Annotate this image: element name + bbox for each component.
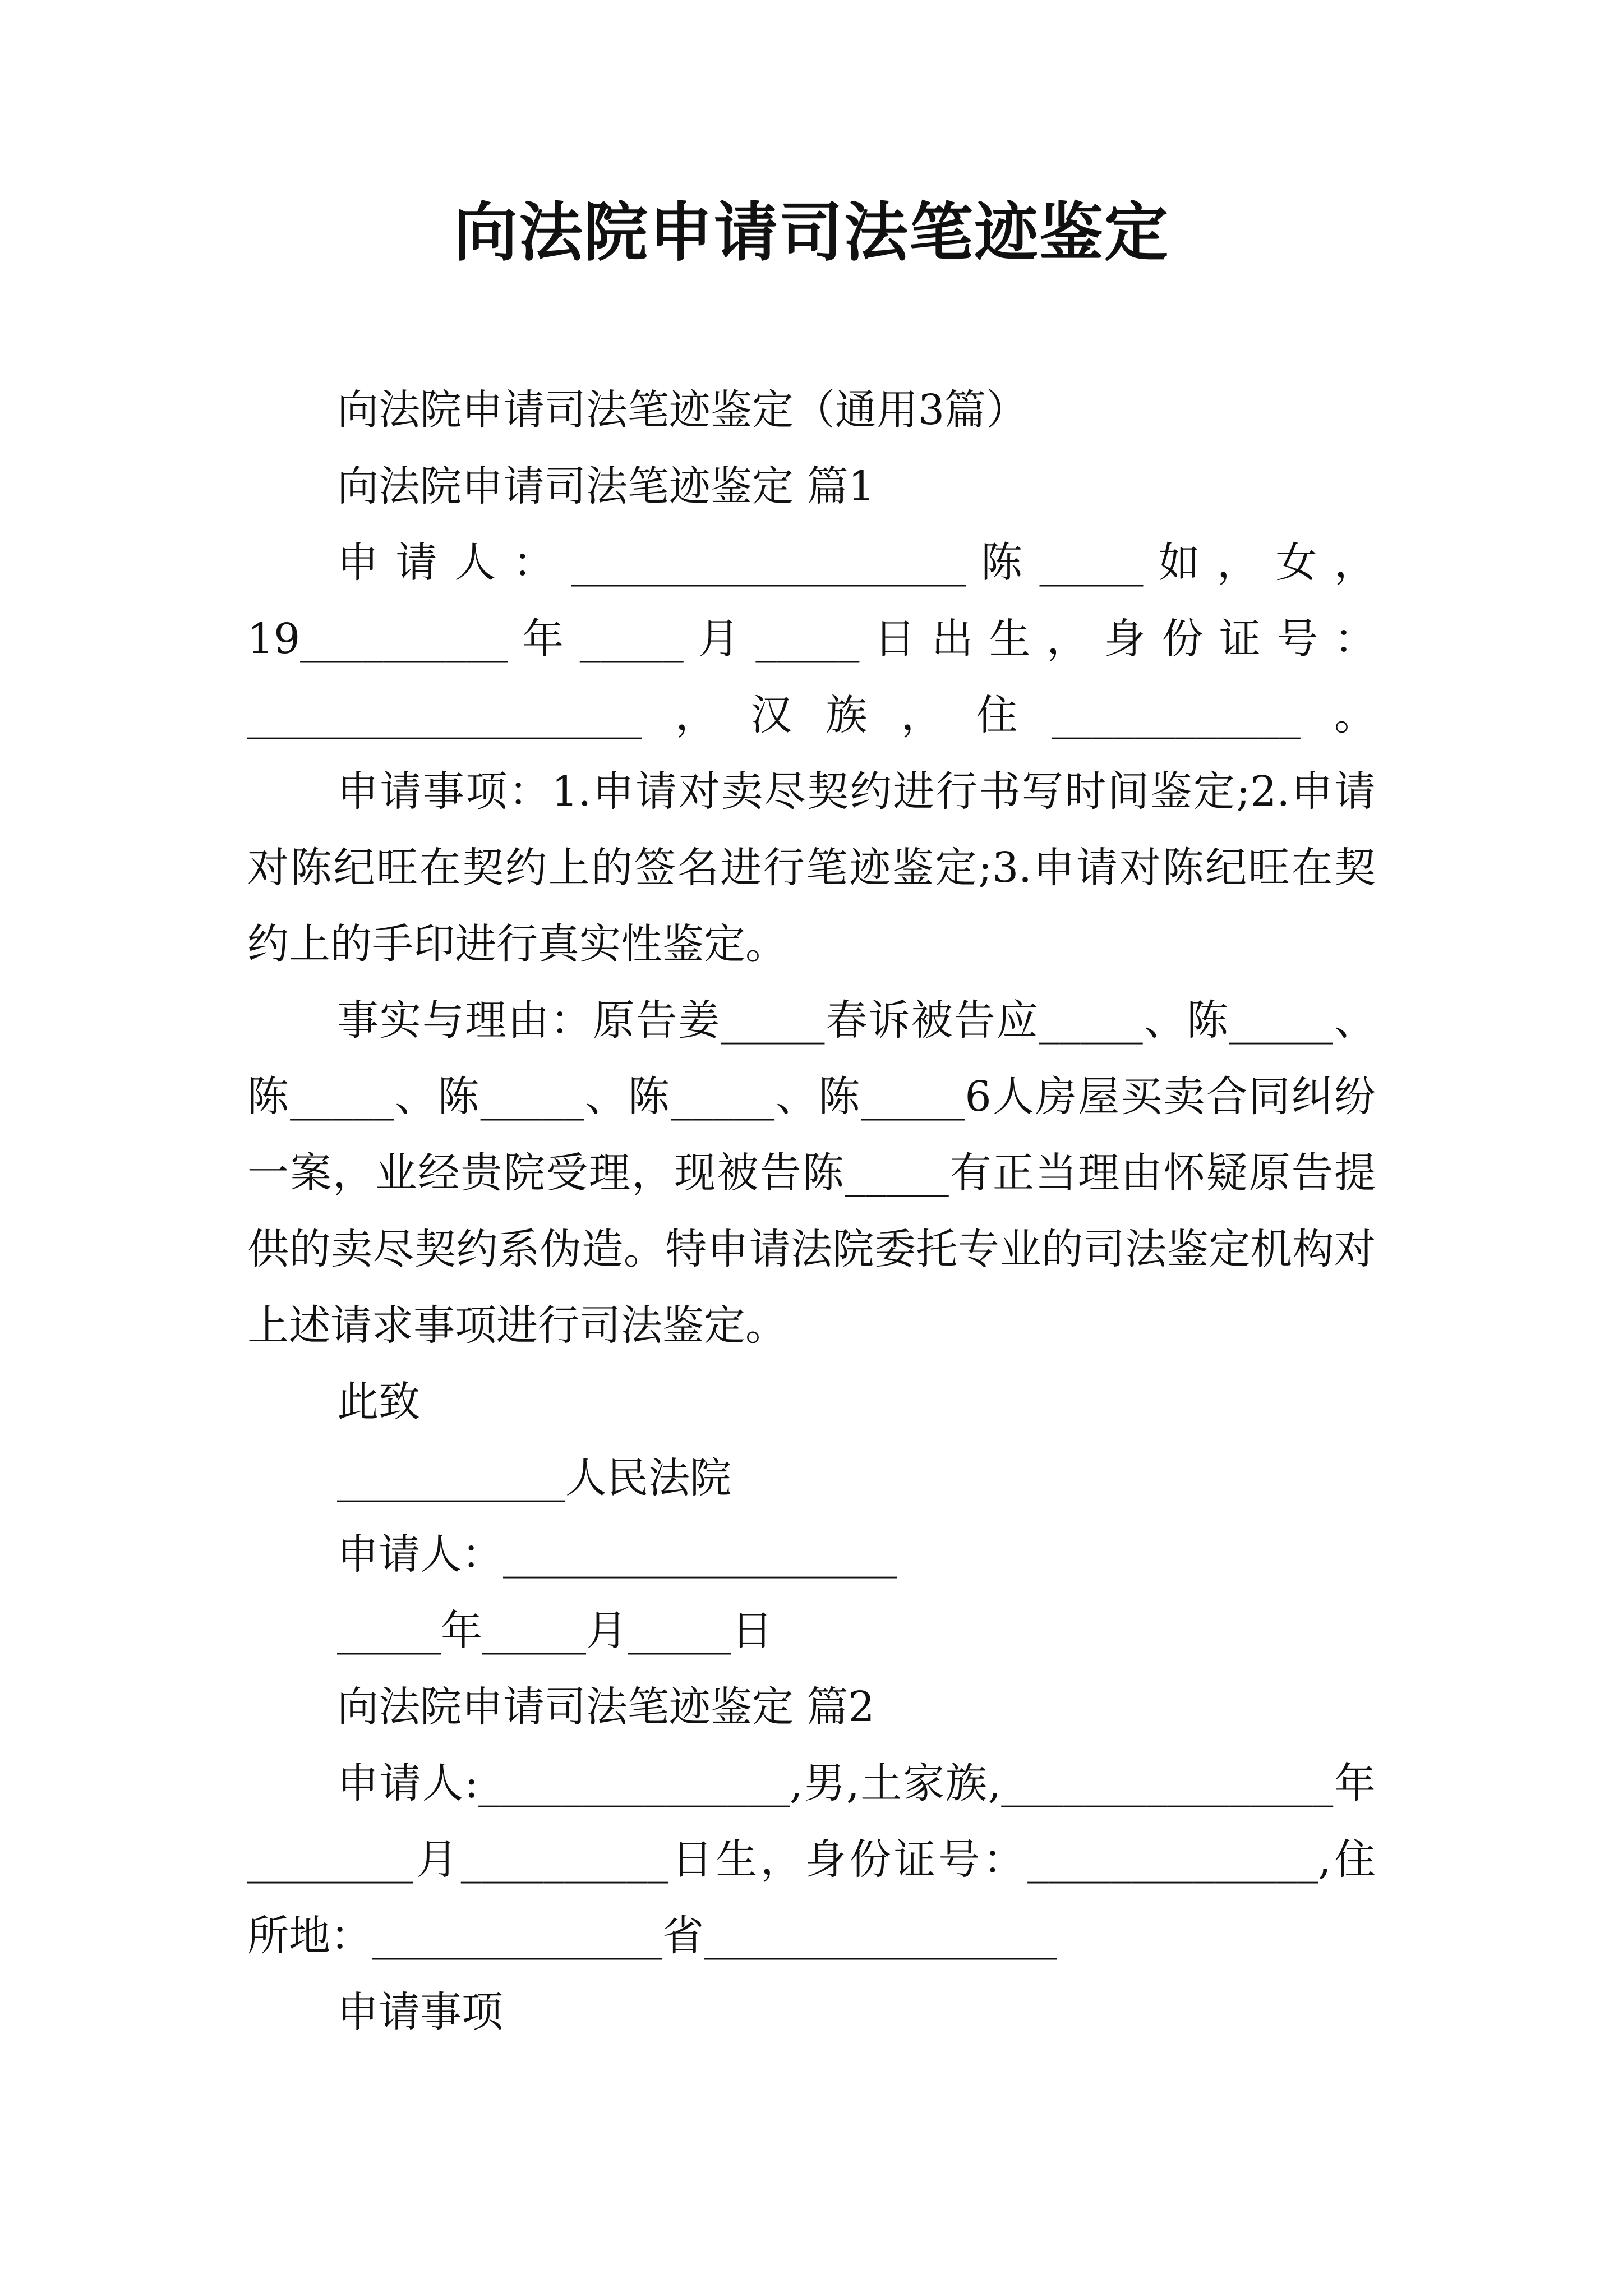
application-items-heading-2: 申请事项 [337,1988,503,2036]
date-line: _____年_____月_____日 [337,1607,773,1655]
applicant-info-paragraph: 申 请 人 ： ___________________ 陈 _____ 如 ， 女 ， 19__________ 年 _____ 月 _____ 日 出 生 ， 身 份 证 号 ： ___________________，汉族，住____________。 [247,539,1376,739]
salutation: 此致 [337,1378,420,1426]
document-body [247,372,1376,2050]
applicant-signature-line: 申请人：___________________ [337,1530,897,1579]
section-heading-2: 向法院申请司法笔迹鉴定 篇2 [337,1683,875,1731]
application-items-paragraph: 申请事项：1.申请对卖尽契约进行书写时间鉴定;2.申请对陈纪旺在契约上的签名进行笔迹鉴定;3.申请对陈纪旺在契约上的手印进行真实性鉴定。 [247,767,1376,968]
applicant-info-paragraph-2: 申请人:_______________,男,土家族,________________年________月__________日生，身份证号：______________,住所地：______________省_________________ [247,1759,1376,1960]
section-heading-1: 向法院申请司法笔迹鉴定 篇1 [337,462,875,510]
collection-heading: 向法院申请司法笔迹鉴定（通用3篇） [337,386,1028,434]
facts-reasons-paragraph: 事实与理由：原告姜_____春诉被告应_____、陈_____、陈_____、陈_____、陈_____、陈_____6人房屋买卖合同纠纷一案，业经贵院受理，现被告陈_____有正当理由怀疑原告提供的卖尽契约系伪造。特申请法院委托专业的司法鉴定机构对上述请求事项进行司法鉴定。 [247,996,1376,1350]
court-name-line: ___________人民法院 [337,1454,731,1502]
document-title: 向法院申请司法笔迹鉴定 [453,195,1169,270]
